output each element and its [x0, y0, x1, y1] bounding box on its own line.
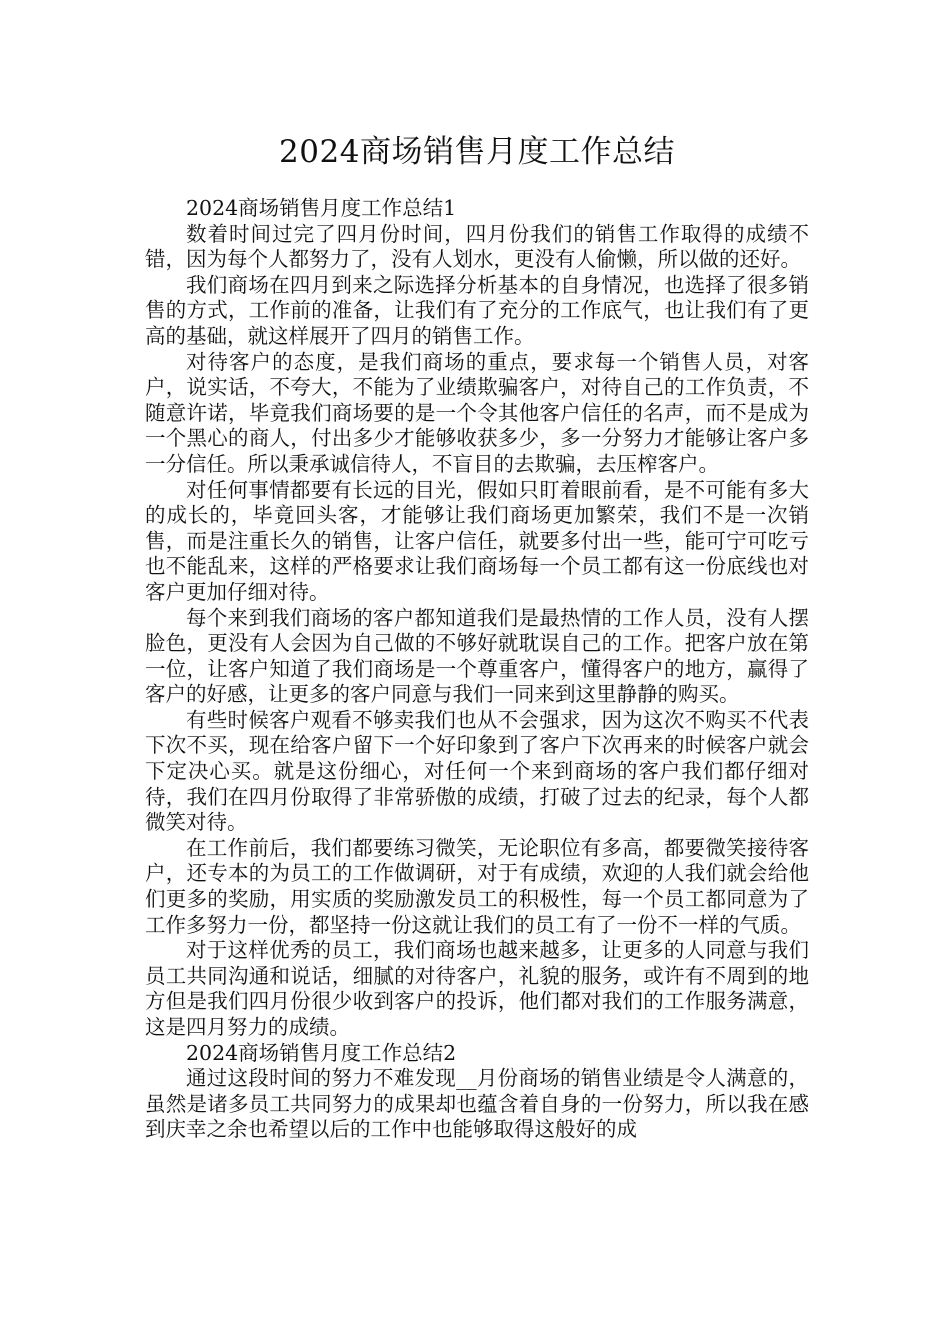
section-heading-2: 2024商场销售月度工作总结2	[186, 1040, 457, 1065]
paragraph: 每个来到我们商场的客户都知道我们是最热情的工作人员，没有人摆脸色，更没有人会因为自己做的不够好就耽误自己的工作。把客户放在第一位，让客户知道了我们商场是一个尊重客户，懂得客户的地方，赢得了客户的好感，让更多的客户同意与我们一同来到这里静静的购买。	[145, 605, 809, 707]
section-heading-1: 2024商场销售月度工作总结1	[186, 196, 457, 220]
document-page	[145, 0, 809, 1344]
paragraph: 对任何事情都要有长远的目光，假如只盯着眼前看，是不可能有多大的成长的，毕竟回头客，才能够让我们商场更加繁荣，我们不是一次销售，而是注重长久的销售，让客户信任，就要多付出一些，能可宁可吃亏也不能乱来，这样的严格要求让我们商场每一个员工都有这一份底线也对客户更加仔细对待。	[145, 477, 809, 604]
paragraph: 通过这段时间的努力不难发现__月份商场的销售业绩是令人满意的，虽然是诸多员工共同努力的成果却也蕴含着自身的一份努力，所以我在感到庆幸之余也希望以后的工作中也能够取得这般好的成	[145, 1066, 809, 1142]
paragraph: 我们商场在四月到来之际选择分析基本的自身情况，也选择了很多销售的方式，工作前的准备，让我们有了充分的工作底气，也让我们有了更高的基础，就这样展开了四月的销售工作。	[145, 272, 809, 348]
paragraph: 有些时候客户观看不够卖我们也从不会强求，因为这次不购买不代表下次不买，现在给客户留下一个好印象到了客户下次再来的时候客户就会下定决心买。就是这份细心，对任何一个来到商场的客户我们都仔细对待，我们在四月份取得了非常骄傲的成绩，打破了过去的纪录，每个人都微笑对待。	[145, 707, 809, 835]
paragraph: 在工作前后，我们都要练习微笑，无论职位有多高，都要微笑接待客户，还专本的为员工的工作做调研，对于有成绩，欢迎的人我们就会给他们更多的奖励，用实质的奖励激发员工的积极性，每一个员工都同意为了工作多努力一份，都坚持一份这就让我们的员工有了一份不一样的气质。	[145, 835, 809, 937]
paragraph: 对待客户的态度，是我们商场的重点，要求每一个销售人员，对客户，说实话，不夸大，不能为了业绩欺骗客户，对待自己的工作负责，不随意许诺，毕竟我们商场要的是一个令其他客户信任的名声，而不是成为一个黑心的商人，付出多少才能够收获多少，多一分努力才能够让客户多一分信任。所以秉承诚信待人，不盲目的去欺骗，去压榨客户。	[145, 349, 809, 476]
document-title: 2024商场销售月度工作总结	[279, 134, 675, 170]
document-body	[145, 196, 809, 1143]
paragraph: 数着时间过完了四月份时间，四月份我们的销售工作取得的成绩不错，因为每个人都努力了，没有人划水，更没有人偷懒，所以做的还好。	[145, 221, 809, 272]
paragraph: 对于这样优秀的员工，我们商场也越来越多，让更多的人同意与我们员工共同沟通和说话，细腻的对待客户，礼貌的服务，或许有不周到的地方但是我们四月份很少收到客户的投诉，他们都对我们的工作服务满意，这是四月努力的成绩。	[145, 938, 809, 1039]
